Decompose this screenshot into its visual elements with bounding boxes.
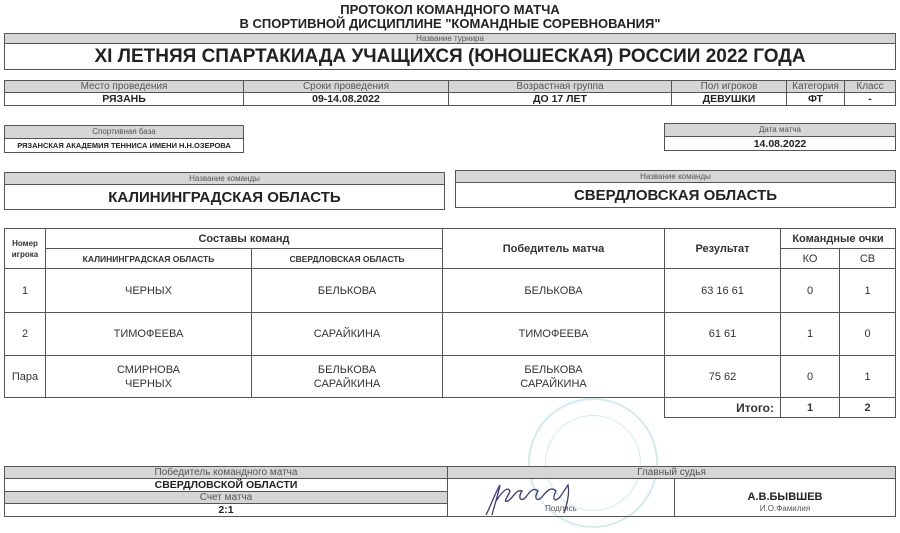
team2-pair-player-1: БЕЛЬКОВА	[317, 363, 377, 376]
points-sv: 1	[840, 356, 896, 398]
category-value: ФТ	[787, 93, 845, 106]
protocol-subtitle: В СПОРТИВНОЙ ДИСЦИПЛИНЕ "КОМАНДНЫЕ СОРЕВНОВАНИЯ"	[239, 16, 661, 31]
team-winner-value: СВЕРДЛОВСКОЙ ОБЛАСТИ	[5, 479, 448, 492]
team2-label: Название команды	[456, 171, 895, 183]
team1-pair	[46, 356, 252, 398]
venue-value: РЯЗАНЬ	[5, 93, 244, 106]
team1-label: Название команды	[5, 173, 444, 185]
judge-name-cell	[675, 479, 896, 517]
team1-pair-player-2: ЧЕРНЫХ	[124, 377, 173, 390]
table-row	[5, 313, 896, 356]
team-winner-label: Победитель командного матча	[5, 467, 448, 479]
class-value: -	[845, 93, 896, 106]
team1-pair-player-1: СМИРНОВА	[116, 363, 181, 376]
info-table	[4, 80, 896, 106]
match-date-label: Дата матча	[665, 124, 895, 137]
judge-name-label: И.О.Фамилия	[759, 504, 811, 513]
points-sv: 1	[840, 269, 896, 313]
col-ko: КО	[781, 249, 840, 269]
team1-player: ТИМОФЕЕВА	[46, 313, 252, 356]
match-result: 61 61	[665, 313, 781, 356]
match-date-value: 14.08.2022	[753, 138, 807, 150]
col-rosters: Составы команд	[46, 229, 443, 249]
row-number: 1	[5, 269, 46, 313]
signature-cell	[448, 479, 675, 517]
tournament-name: XI ЛЕТНЯЯ СПАРТАКИАДА УЧАЩИХСЯ (ЮНОШЕСКАЯ) РОССИИ 2022 ГОДА	[94, 46, 806, 67]
signature-icon	[478, 481, 588, 519]
results-table	[4, 228, 896, 418]
points-ko: 0	[781, 269, 840, 313]
tournament-box	[4, 33, 896, 70]
chief-judge-label: Главный судья	[448, 467, 896, 479]
venue-label: Место проведения	[5, 81, 244, 93]
sport-base-value: РЯЗАНСКАЯ АКАДЕМИЯ ТЕННИСА ИМЕНИ Н.Н.ОЗЕРОВА	[17, 141, 231, 150]
team1-player: ЧЕРНЫХ	[46, 269, 252, 313]
points-sv: 0	[840, 313, 896, 356]
col-team-points: Командные очки	[781, 229, 896, 249]
gender-label: Пол игроков	[672, 81, 787, 93]
row-number: 2	[5, 313, 46, 356]
total-ko: 1	[781, 398, 840, 418]
col-player-number: Номер игрока	[5, 229, 46, 269]
col-team2: СВЕРДЛОВСКАЯ ОБЛАСТЬ	[252, 249, 443, 269]
gender-value: ДЕВУШКИ	[672, 93, 787, 106]
judge-name: А.В.БЫВШЕВ	[747, 491, 823, 503]
match-winner: ТИМОФЕЕВА	[443, 313, 665, 356]
points-ko: 1	[781, 313, 840, 356]
age-value: ДО 17 ЛЕТ	[449, 93, 672, 106]
footer-table	[4, 466, 896, 517]
team1-box	[4, 172, 445, 210]
table-row	[5, 269, 896, 313]
category-label: Категория	[787, 81, 845, 93]
match-winner: БЕЛЬКОВА	[443, 269, 665, 313]
team2-pair	[252, 356, 443, 398]
col-sv: СВ	[840, 249, 896, 269]
total-row	[5, 398, 896, 418]
team2-name: СВЕРДЛОВСКАЯ ОБЛАСТЬ	[573, 187, 778, 204]
protocol-title: ПРОТОКОЛ КОМАНДНОГО МАТЧА	[340, 2, 560, 17]
pair-winner	[443, 356, 665, 398]
col-match-winner: Победитель матча	[443, 229, 665, 269]
col-team1: КАЛИНИНГРАДСКАЯ ОБЛАСТЬ	[46, 249, 252, 269]
sport-base-box	[4, 125, 244, 153]
pair-winner-player-1: БЕЛЬКОВА	[524, 363, 583, 376]
age-label: Возрастная группа	[449, 81, 672, 93]
match-score-label: Счет матча	[5, 492, 448, 504]
total-label: Итого:	[665, 398, 781, 418]
team2-pair-player-2: САРАЙКИНА	[313, 377, 381, 390]
match-date-box	[664, 123, 896, 151]
match-result: 75 62	[665, 356, 781, 398]
team2-player: БЕЛЬКОВА	[252, 269, 443, 313]
tournament-label: Название турнира	[5, 34, 895, 44]
pair-winner-player-2: САРАЙКИНА	[520, 377, 587, 390]
dates-label: Сроки проведения	[244, 81, 449, 93]
total-sv: 2	[840, 398, 896, 418]
team2-player: САРАЙКИНА	[252, 313, 443, 356]
team1-name: КАЛИНИНГРАДСКАЯ ОБЛАСТЬ	[108, 189, 341, 206]
table-row	[5, 356, 896, 398]
signature-label: Подпись	[545, 504, 577, 513]
team2-box	[455, 170, 896, 208]
points-ko: 0	[781, 356, 840, 398]
match-score-value: 2:1	[5, 504, 448, 517]
class-label: Класс	[845, 81, 896, 93]
dates-value: 09-14.08.2022	[244, 93, 449, 106]
row-number: Пара	[5, 356, 46, 398]
col-result: Результат	[665, 229, 781, 269]
sport-base-label: Спортивная база	[5, 126, 243, 139]
match-result: 63 16 61	[665, 269, 781, 313]
